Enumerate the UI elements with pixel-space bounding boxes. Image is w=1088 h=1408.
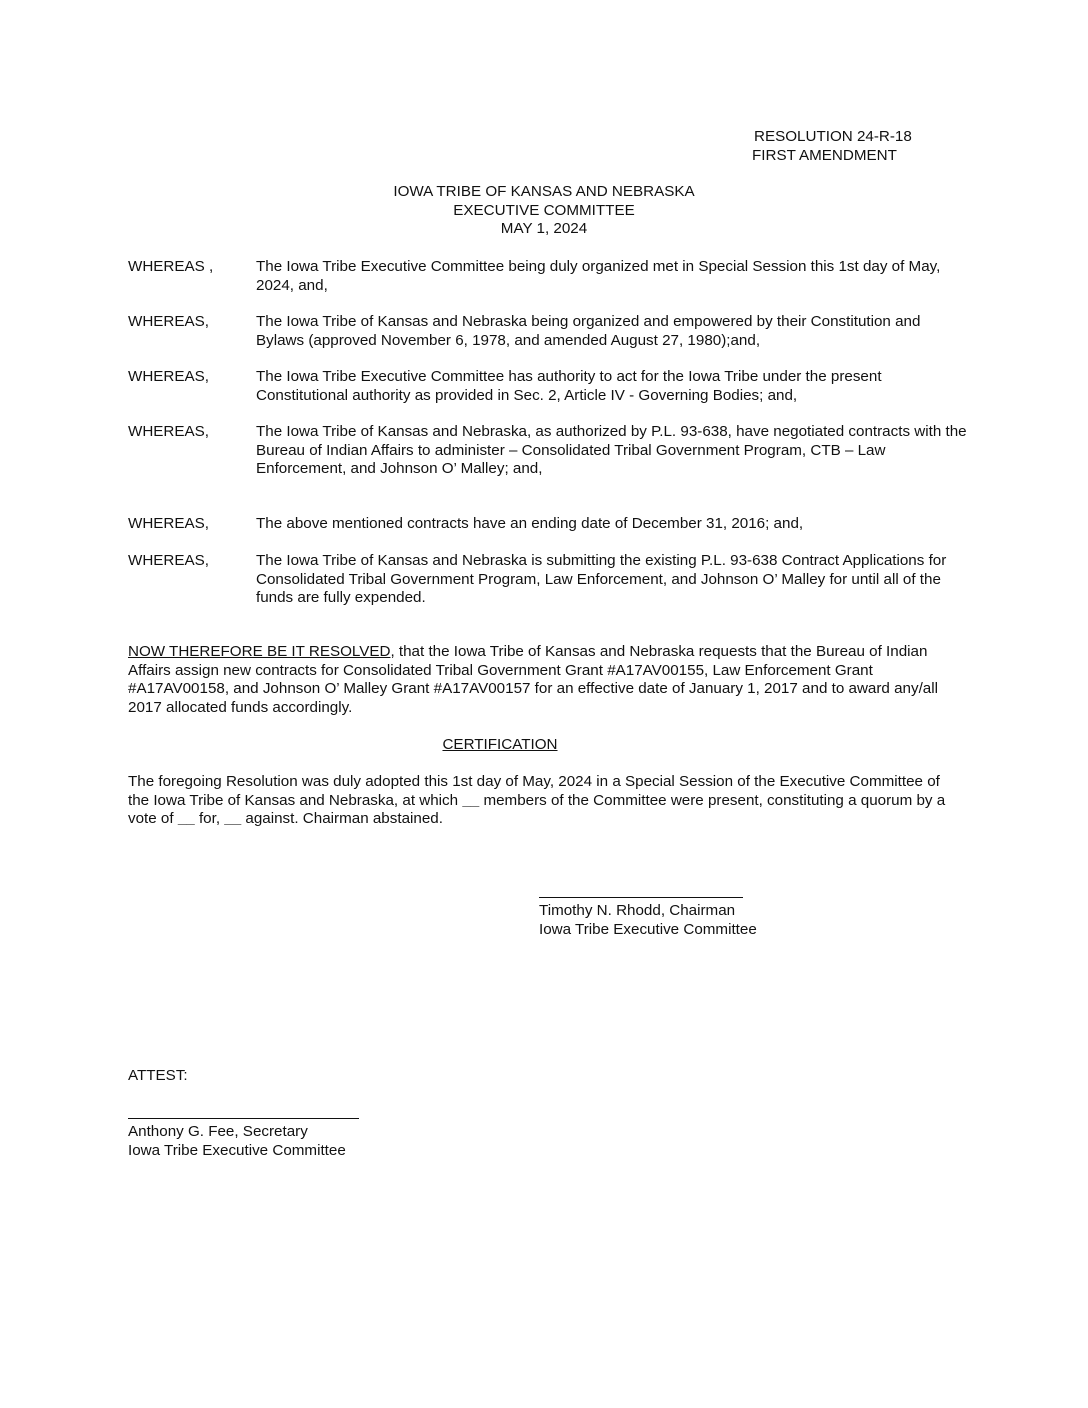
chairman-org: Iowa Tribe Executive Committee (539, 920, 757, 938)
whereas-text: The Iowa Tribe Executive Committee has authority to act for the Iowa Tribe under the present Constitutional authority as provided in Sec. 2, Article IV - Governing Bodies; and, (256, 368, 882, 404)
whereas-label: WHEREAS , (128, 258, 214, 275)
amendment-label: FIRST AMENDMENT (752, 146, 897, 164)
secretary-signature-line (128, 1118, 359, 1119)
whereas-label: WHEREAS, (128, 515, 210, 532)
votes-for-blank: __ (177, 810, 195, 827)
chairman-name: Timothy N. Rhodd, Chairman (539, 902, 736, 919)
certification-text-part: against. Chairman abstained. (241, 810, 443, 827)
title-block (300, 183, 788, 239)
resolved-paragraph (128, 643, 948, 717)
votes-against-blank: __ (224, 810, 242, 827)
secretary-name: Anthony G. Fee, Secretary (128, 1123, 308, 1140)
whereas-label: WHEREAS, (128, 368, 210, 385)
resolution-reference (754, 128, 1054, 165)
attest-label: ATTEST: (128, 1067, 188, 1084)
resolution-date: MAY 1, 2024 (500, 220, 588, 237)
certification-text (128, 773, 948, 829)
certification-text-part: The foregoing Resolution was duly adopted this 1st day of May, 2024 in a Special Session of the Executive Committee of the Iowa Tribe of Kansas and Nebraska, at which (128, 773, 940, 809)
secretary-signature-block (128, 1123, 428, 1160)
whereas-text: The Iowa Tribe of Kansas and Nebraska being organized and empowered by their Constitution and Bylaws (approved November 6, 1978, and amended August 27, 1980);and, (256, 313, 921, 349)
certification-text-part: for, (194, 810, 225, 827)
whereas-text: The Iowa Tribe of Kansas and Nebraska is submitting the existing P.L. 93-638 Contract Applications for Consolidated Tribal Government Program, Law Enforcement, and Johnson O’ Malley for until all of the funds are fully expended. (256, 552, 947, 606)
whereas-label: WHEREAS, (128, 313, 210, 330)
members-present-blank: __ (462, 791, 480, 809)
resolved-lead: NOW THEREFORE BE IT RESOLVED (128, 643, 391, 660)
committee-name: EXECUTIVE COMMITTEE (453, 201, 635, 219)
whereas-label: WHEREAS, (128, 552, 210, 569)
whereas-text: The above mentioned contracts have an ending date of December 31, 2016; and, (256, 515, 804, 532)
resolution-number: RESOLUTION 24-R-18 (754, 128, 912, 145)
whereas-text: The Iowa Tribe of Kansas and Nebraska, as authorized by P.L. 93-638, have negotiated contracts with the Bureau of Indian Affairs to administer – Consolidated Tribal Government Program, CTB – Law Enforcement, and Johnson O’ Malley; and, (256, 423, 967, 477)
whereas-label: WHEREAS, (128, 423, 210, 440)
certification-text-part: members of the Committee were present, constituting a quorum by a vote of (128, 791, 946, 827)
resolved-text: , that the Iowa Tribe of Kansas and Nebraska requests that the Bureau of Indian Affairs assign new contracts for Consolidated Tribal Government Grant #A17AV00155, Law Enforcement Grant #A17AV00158, and Johnson O’ Malley Grant #A17AV00157 for an effective date of January 1, 2017 and to award any/all 2017 allocated funds accordingly. (128, 643, 938, 716)
whereas-text: The Iowa Tribe Executive Committee being duly organized met in Special Session this 1st day of May, 2024, and, (256, 258, 941, 294)
chairman-signature-block (539, 902, 839, 939)
certification-heading: CERTIFICATION (442, 736, 558, 753)
chairman-signature-line (539, 897, 743, 898)
tribe-name: IOWA TRIBE OF KANSAS AND NEBRASKA (393, 183, 695, 200)
secretary-org: Iowa Tribe Executive Committee (128, 1141, 346, 1159)
